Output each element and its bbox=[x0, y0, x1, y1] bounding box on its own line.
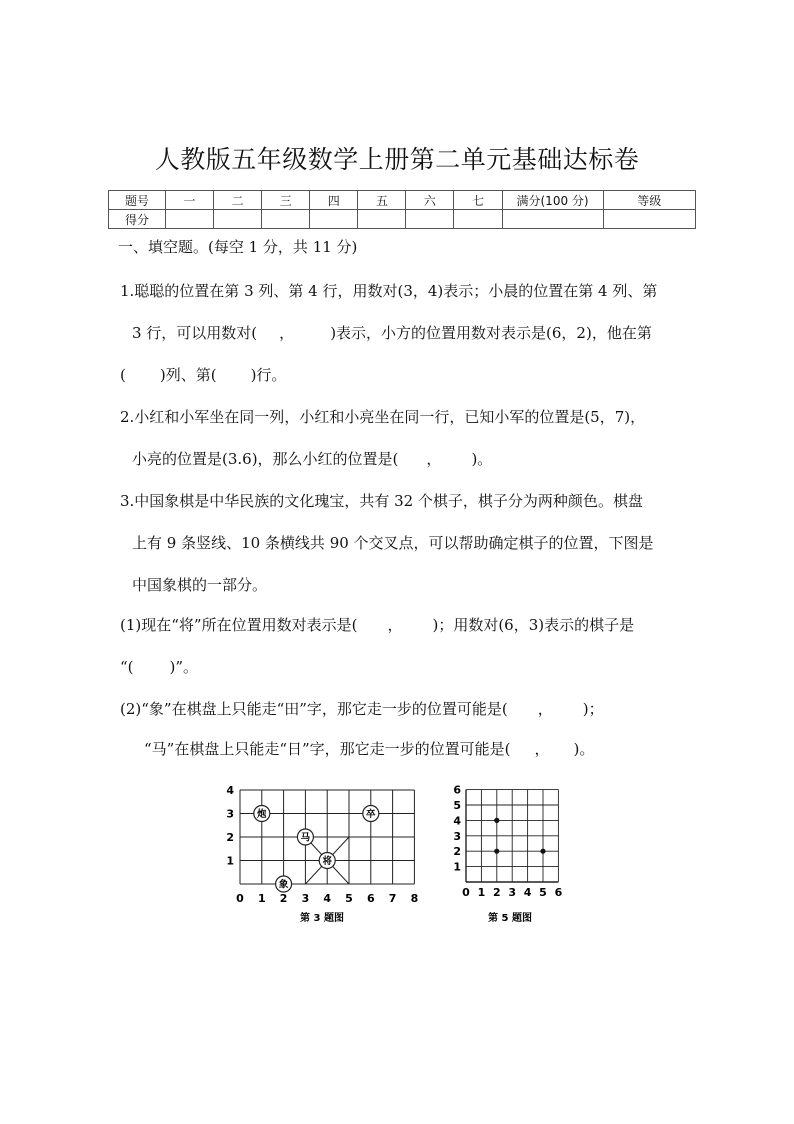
q3-text: ， bbox=[537, 700, 553, 718]
score-table bbox=[108, 190, 696, 229]
y-tick-label: 2 bbox=[453, 845, 461, 859]
q3-text: )； bbox=[582, 700, 604, 718]
x-tick-label: 1 bbox=[477, 886, 486, 899]
x-tick-label: 5 bbox=[345, 892, 353, 905]
score-table-score-row bbox=[109, 210, 696, 229]
chess-piece bbox=[363, 806, 379, 822]
score-cell bbox=[262, 210, 310, 229]
page-title: 人教版五年级数学上册第二单元基础达标卷 bbox=[154, 145, 640, 174]
x-tick-label: 3 bbox=[508, 886, 517, 899]
q2-line1: 2.小红和小军坐在同一列，小红和小亮坐在同一行，已知小军的位置是(5，7)， bbox=[120, 408, 646, 426]
grid-point bbox=[540, 849, 545, 854]
score-cell bbox=[603, 210, 695, 229]
chess-piece bbox=[297, 829, 313, 845]
y-tick-label: 2 bbox=[226, 831, 234, 844]
chess-piece-label: 炮 bbox=[257, 809, 267, 820]
figure-caption: 第 3 题图 bbox=[300, 913, 344, 924]
y-tick-label: 6 bbox=[453, 783, 461, 797]
x-tick-label: 6 bbox=[554, 886, 563, 899]
q1-line1: 1.聪聪的位置在第 3 列、第 4 行，用数对(3，4)表示；小晨的位置在第 4 列、第 bbox=[120, 282, 658, 300]
table-cell: 题号 bbox=[109, 191, 166, 210]
x-tick-label: 6 bbox=[366, 892, 375, 905]
chess-board-figure bbox=[220, 780, 430, 930]
x-axis-ticks bbox=[236, 892, 418, 905]
q3-text: )；用数对(6，3)表示的棋子是 bbox=[432, 616, 635, 634]
grid-point bbox=[494, 818, 499, 823]
q3-text: ， bbox=[534, 740, 550, 758]
q3-text: “( bbox=[120, 658, 134, 676]
q1-line2 bbox=[132, 322, 652, 343]
y-axis-ticks bbox=[226, 784, 234, 868]
y-tick-label: 4 bbox=[226, 784, 234, 797]
chess-piece-label: 将 bbox=[322, 856, 332, 867]
y-tick-label: 5 bbox=[453, 799, 461, 812]
q3-line3: 中国象棋的一部分。 bbox=[132, 576, 268, 594]
x-tick-label: 4 bbox=[523, 886, 532, 899]
q3-line1: 3.中国象棋是中华民族的文化瑰宝，共有 32 个棋子，棋子分为两种颜色。棋盘 bbox=[120, 492, 643, 510]
score-cell bbox=[214, 210, 262, 229]
chess-piece-label: 卒 bbox=[366, 809, 376, 820]
chess-piece bbox=[276, 876, 292, 892]
q2-line2 bbox=[132, 448, 492, 469]
q3-text: ， bbox=[387, 616, 403, 634]
q2-text: 小亮的位置是(3.6)，那么小红的位置是( bbox=[132, 450, 399, 468]
coordinate-grid-figure bbox=[448, 780, 573, 930]
score-cell bbox=[358, 210, 406, 229]
q3-text: (2)“象”在棋盘上只能走“田”字，那它走一步的位置可能是( bbox=[120, 700, 508, 718]
chess-piece-label: 马 bbox=[300, 832, 311, 844]
chess-piece bbox=[254, 806, 270, 822]
score-cell bbox=[310, 210, 358, 229]
y-axis-ticks bbox=[453, 784, 461, 874]
q3-text: )。 bbox=[573, 740, 595, 758]
q2-text: ， bbox=[426, 450, 442, 468]
y-tick-label: 3 bbox=[226, 807, 234, 821]
score-cell bbox=[502, 210, 603, 229]
q1-text: 3 行，可以用数对( bbox=[132, 324, 258, 342]
q3-part1-line1 bbox=[120, 614, 634, 635]
q1-text: )列、第( bbox=[159, 366, 217, 384]
q1-text: )表示，小方的位置用数对表示是(6，2)，他在第 bbox=[330, 324, 652, 342]
q1-text: ， bbox=[279, 324, 295, 342]
table-cell: 六 bbox=[406, 191, 454, 210]
y-tick-label: 1 bbox=[226, 854, 234, 868]
chess-piece bbox=[319, 853, 335, 869]
q3-text: (1)现在“将”所在位置用数对表示是( bbox=[120, 616, 358, 634]
x-tick-label: 1 bbox=[257, 892, 266, 905]
x-axis-ticks bbox=[462, 886, 562, 899]
y-tick-label: 3 bbox=[453, 829, 461, 843]
score-cell bbox=[406, 210, 454, 229]
x-tick-label: 7 bbox=[388, 892, 397, 905]
table-cell: 得分 bbox=[109, 210, 166, 229]
chess-board-grid bbox=[240, 790, 414, 884]
x-tick-label: 5 bbox=[539, 886, 547, 899]
q2-text: )。 bbox=[471, 450, 493, 468]
score-cell bbox=[454, 210, 502, 229]
chess-piece-label: 象 bbox=[278, 879, 289, 891]
q1-text: ( bbox=[120, 366, 126, 384]
x-tick-label: 3 bbox=[301, 892, 310, 905]
table-cell: 等级 bbox=[603, 191, 695, 210]
x-tick-label: 2 bbox=[279, 892, 288, 905]
x-tick-label: 4 bbox=[323, 892, 332, 905]
x-tick-label: 2 bbox=[492, 886, 501, 899]
figure-caption: 第 5 题图 bbox=[488, 913, 532, 924]
table-cell: 七 bbox=[454, 191, 502, 210]
table-cell: 满分(100 分) bbox=[502, 191, 603, 210]
table-cell: 五 bbox=[358, 191, 406, 210]
q3-line2: 上有 9 条竖线、10 条横线共 90 个交叉点，可以帮助确定棋子的位置，下图是 bbox=[132, 534, 654, 552]
y-tick-label: 1 bbox=[453, 860, 461, 874]
q1-text: )行。 bbox=[250, 366, 287, 384]
table-cell: 二 bbox=[214, 191, 262, 210]
q3-part2-line1 bbox=[120, 698, 604, 719]
x-tick-label: 0 bbox=[462, 886, 470, 899]
x-tick-label: 8 bbox=[410, 892, 419, 905]
table-cell: 一 bbox=[166, 191, 214, 210]
q3-part1-line2 bbox=[120, 656, 198, 677]
q3-text: “马”在棋盘上只能走“日”字，那它走一步的位置可能是( bbox=[144, 740, 511, 758]
score-table-header-row bbox=[109, 191, 696, 210]
q3-text: )”。 bbox=[169, 658, 199, 676]
y-tick-label: 4 bbox=[453, 814, 461, 828]
coordinate-grid bbox=[466, 790, 558, 882]
grid-point bbox=[494, 849, 499, 854]
score-cell bbox=[166, 210, 214, 229]
table-cell: 三 bbox=[262, 191, 310, 210]
x-tick-label: 0 bbox=[236, 892, 244, 905]
q3-part2-line2 bbox=[144, 738, 594, 759]
table-cell: 四 bbox=[310, 191, 358, 210]
section-heading: 一、填空题。(每空 1 分，共 11 分) bbox=[118, 238, 358, 256]
q1-line3 bbox=[120, 364, 286, 385]
